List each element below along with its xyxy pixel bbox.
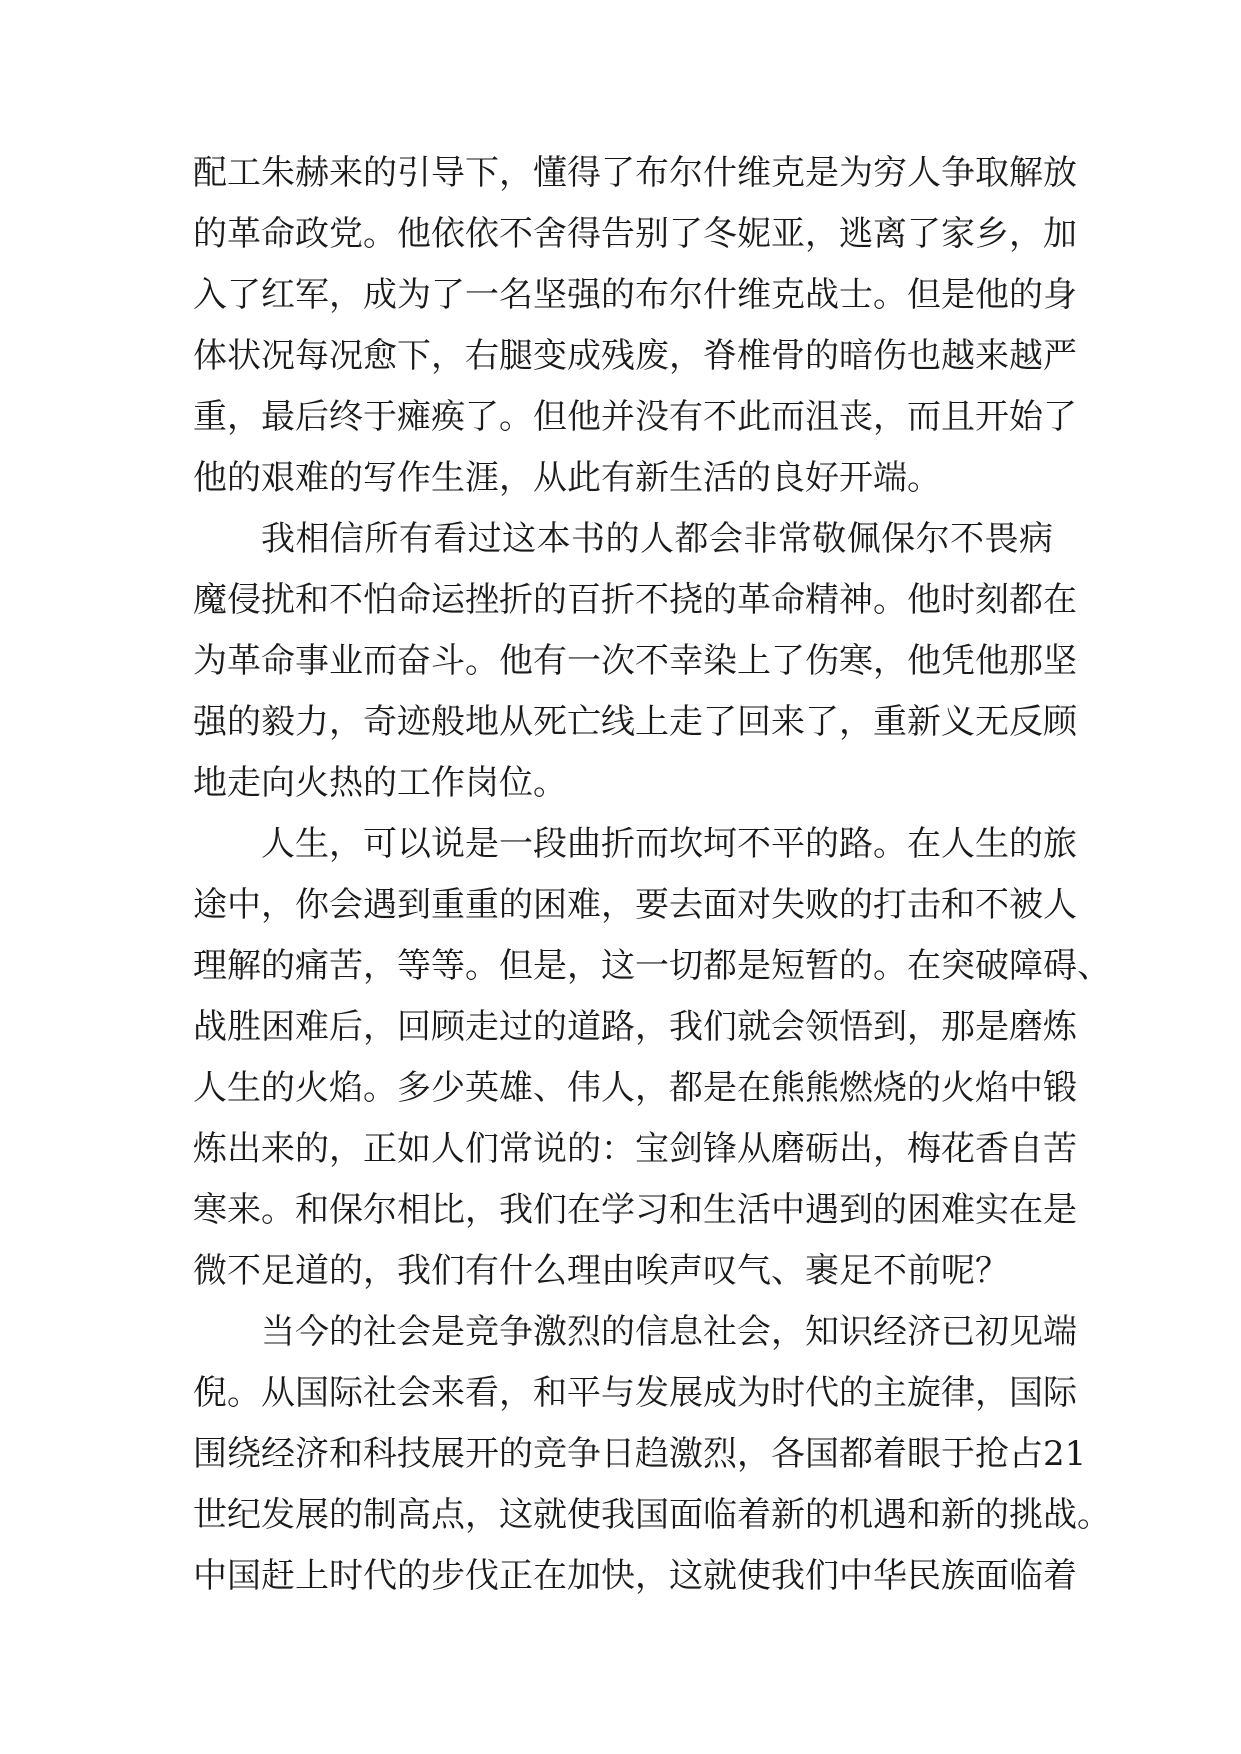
text-line: 入了红军，成为了一名坚强的布尔什维克战士。但是他的身 xyxy=(193,275,1077,315)
text-line: 的革命政党。他依依不舍得告别了冬妮亚，逃离了家乡，加 xyxy=(193,214,1077,254)
text-line: 战胜困难后，回顾走过的道路，我们就会领悟到，那是磨炼 xyxy=(193,1007,1077,1047)
text-line: 寒来。和保尔相比，我们在学习和生活中遇到的困难实在是 xyxy=(193,1190,1077,1230)
text-line: 途中，你会遇到重重的困难，要去面对失败的打击和不被人 xyxy=(193,885,1077,925)
text-line: 世纪发展的制高点，这就使我国面临着新的机遇和新的挑战。 xyxy=(193,1495,1111,1535)
paragraph-first-line: 人生，可以说是一段曲折而坎坷不平的路。在人生的旅 xyxy=(261,824,1077,864)
text-line: 倪。从国际社会来看，和平与发展成为时代的主旋律，国际 xyxy=(193,1373,1077,1413)
text-line: 理解的痛苦，等等。但是，这一切都是短暂的。在突破障碍、 xyxy=(193,946,1111,986)
text-line: 强的毅力，奇迹般地从死亡线上走了回来了，重新义无反顾 xyxy=(193,702,1077,742)
text-line: 魔侵扰和不怕命运挫折的百折不挠的革命精神。他时刻都在 xyxy=(193,580,1077,620)
text-line: 地走向火热的工作岗位。 xyxy=(193,763,567,803)
text-line: 重，最后终于瘫痪了。但他并没有不此而沮丧，而且开始了 xyxy=(193,397,1077,437)
text-line: 炼出来的，正如人们常说的：宝剑锋从磨砺出，梅花香自苦 xyxy=(193,1129,1077,1169)
paragraph-first-line: 我相信所有看过这本书的人都会非常敬佩保尔不畏病 xyxy=(261,519,1053,559)
text-line: 他的艰难的写作生涯，从此有新生活的良好开端。 xyxy=(193,458,941,498)
text-line: 微不足道的，我们有什么理由唉声叹气、裹足不前呢？ xyxy=(193,1251,1009,1291)
text-line: 体状况每况愈下，右腿变成残废，脊椎骨的暗伤也越来越严 xyxy=(193,336,1077,376)
text-line: 围绕经济和科技展开的竞争日趋激烈，各国都着眼于抢占21 xyxy=(193,1434,1087,1474)
text-line: 为革命事业而奋斗。他有一次不幸染上了伤寒，他凭他那坚 xyxy=(193,641,1077,681)
text-line: 中国赶上时代的步伐正在加快，这就使我们中华民族面临着 xyxy=(193,1556,1077,1596)
text-line: 配工朱赫来的引导下，懂得了布尔什维克是为穷人争取解放 xyxy=(193,153,1077,193)
paragraph-first-line: 当今的社会是竞争激烈的信息社会，知识经济已初见端 xyxy=(261,1312,1077,1352)
text-line: 人生的火焰。多少英雄、伟人，都是在熊熊燃烧的火焰中锻 xyxy=(193,1068,1077,1108)
